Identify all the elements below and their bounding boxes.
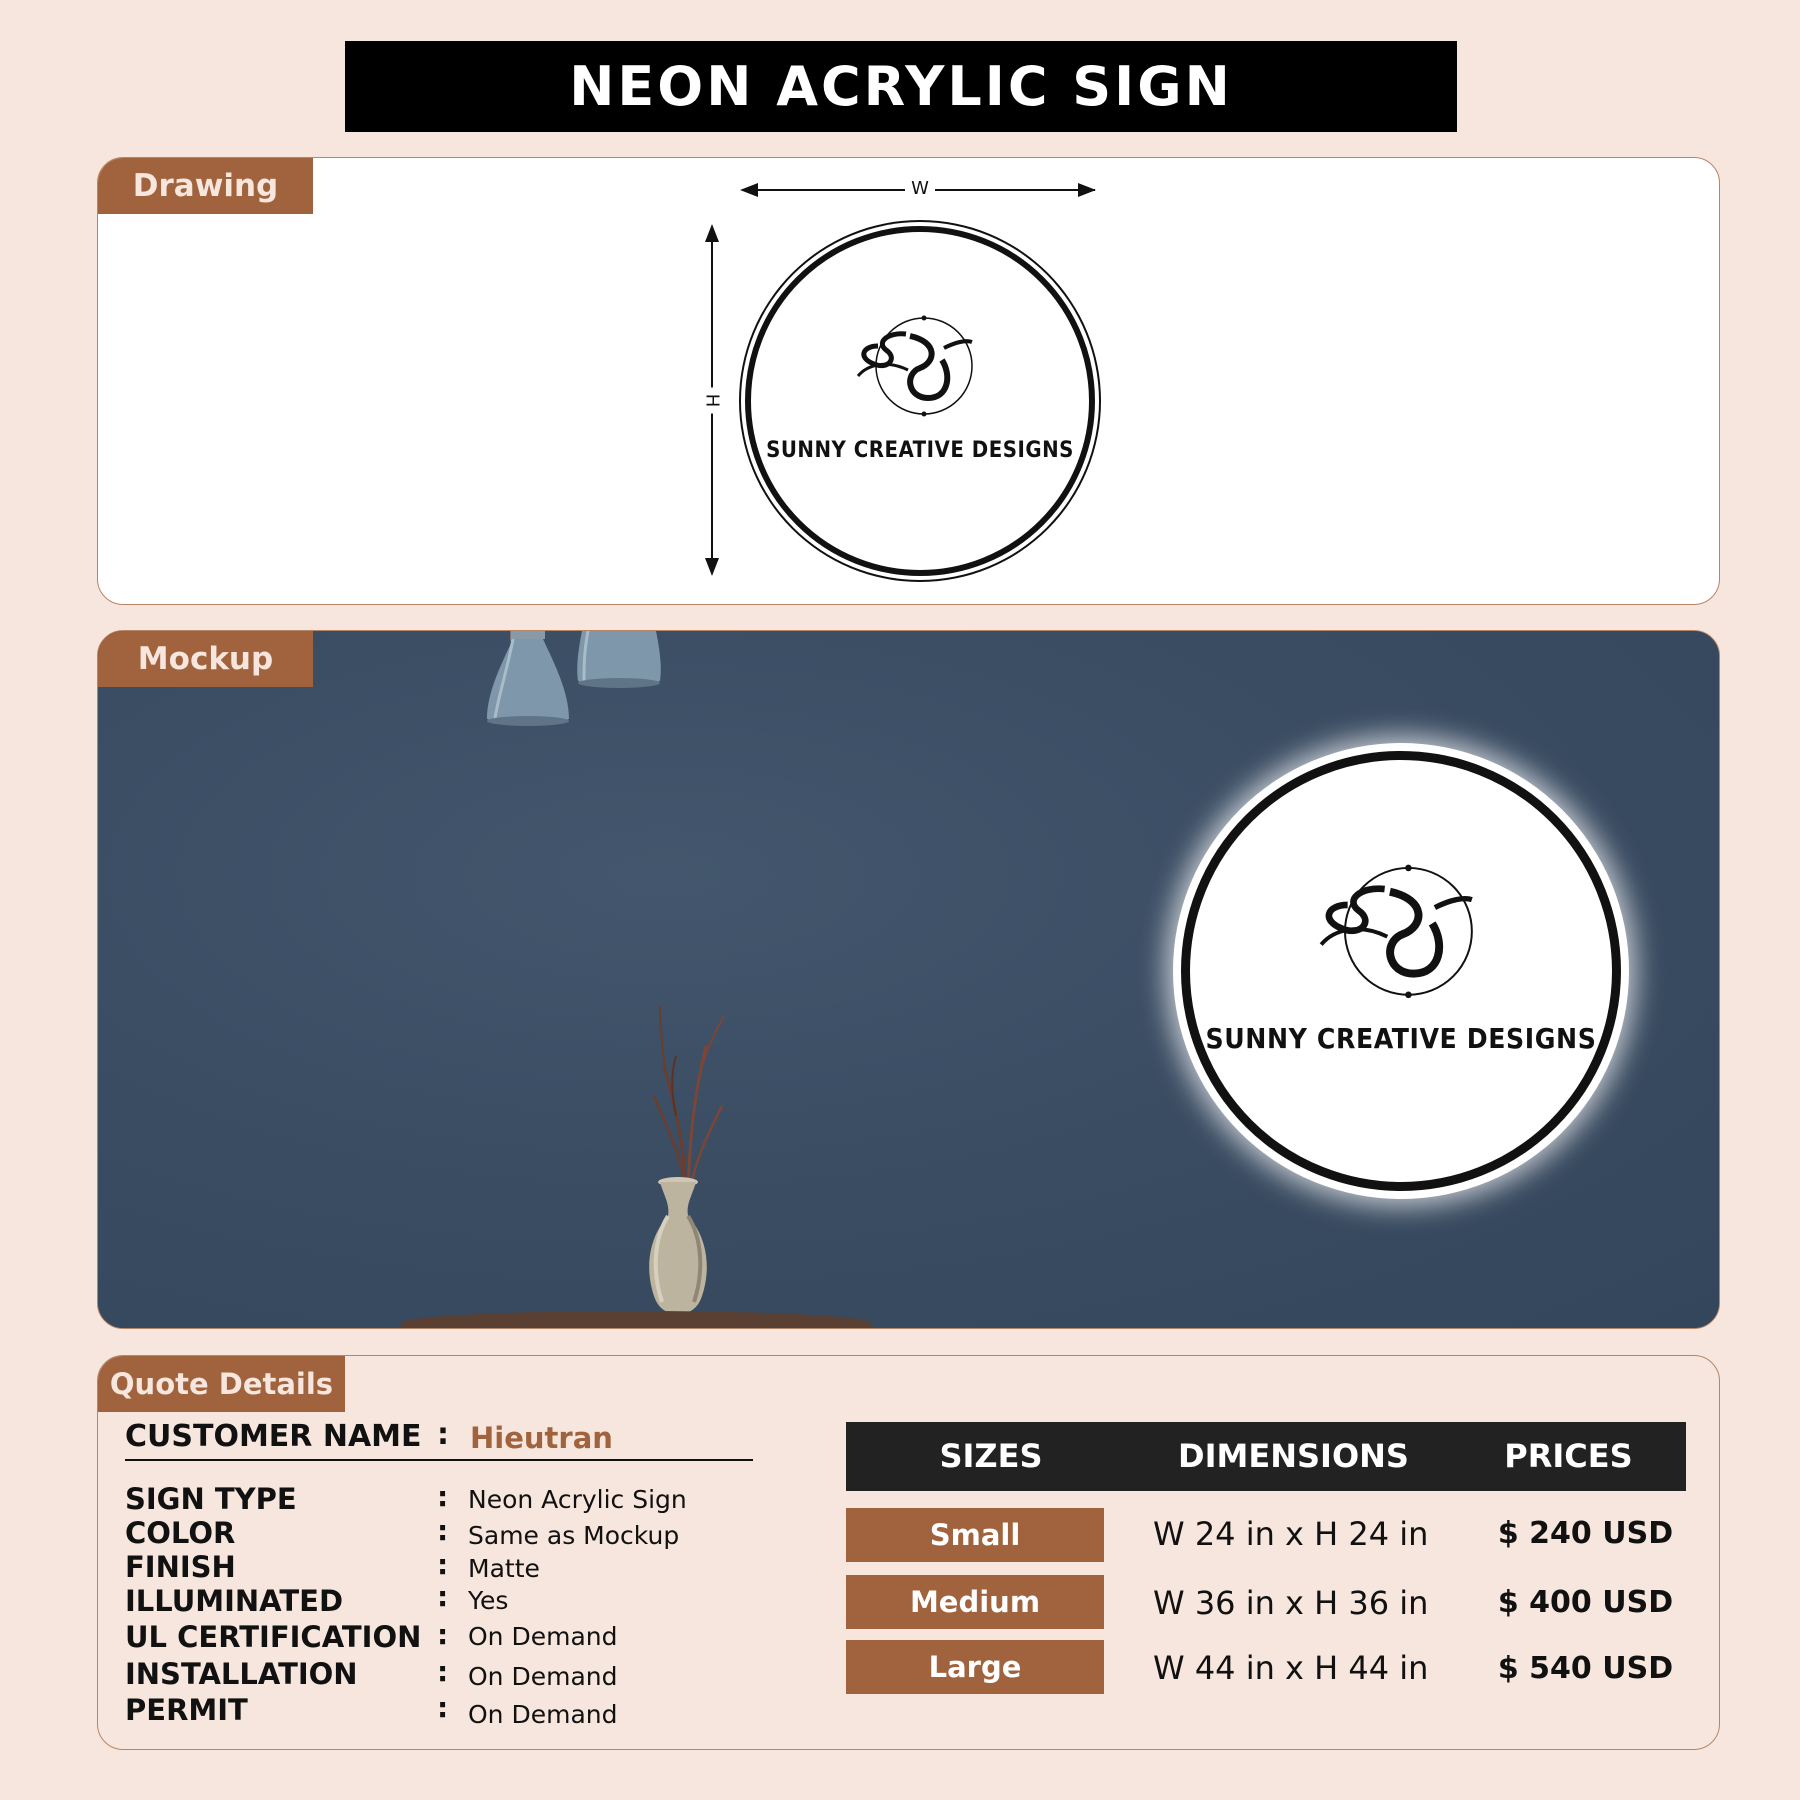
spec-value: Matte: [468, 1554, 540, 1583]
page-title: NEON ACRYLIC SIGN: [345, 41, 1457, 132]
sunny-logo-icon: [1308, 860, 1493, 1008]
spec-colon: :: [437, 1655, 449, 1688]
dimensions-small: W 24 in x H 24 in: [1153, 1515, 1429, 1553]
price-large: $ 540 USD: [1497, 1651, 1674, 1686]
dimensions-medium: W 36 in x H 36 in: [1153, 1584, 1429, 1622]
customer-name-label: CUSTOMER NAME: [125, 1419, 422, 1454]
sunny-logo-icon: [848, 312, 988, 424]
spec-value: On Demand: [468, 1662, 618, 1691]
spec-label: SIGN TYPE: [125, 1482, 297, 1516]
spec-colon: :: [437, 1548, 449, 1581]
customer-colon: :: [437, 1417, 449, 1452]
mockup-logo-text: SUNNY CREATIVE DESIGNS: [1205, 1022, 1597, 1055]
spec-label: ILLUMINATED: [125, 1584, 344, 1618]
price-small: $ 240 USD: [1497, 1516, 1674, 1551]
price-medium: $ 400 USD: [1497, 1585, 1674, 1620]
spec-label: UL CERTIFICATION: [125, 1620, 422, 1654]
customer-underline: [125, 1459, 753, 1461]
spec-colon: :: [437, 1480, 449, 1513]
size-large-badge: Large: [846, 1640, 1104, 1694]
spec-label: INSTALLATION: [125, 1657, 358, 1691]
spec-value: On Demand: [468, 1700, 618, 1729]
mockup-sign-circle: [1181, 751, 1621, 1191]
pendant-lamp-icon: [483, 631, 573, 727]
spec-colon: :: [437, 1514, 449, 1547]
height-label: H: [702, 388, 723, 414]
mockup-panel: [97, 630, 1720, 1329]
header-prices: PRICES: [1504, 1437, 1633, 1475]
header-sizes: SIZES: [939, 1437, 1043, 1475]
vase-icon: [640, 1176, 716, 1316]
spec-colon: :: [437, 1580, 449, 1613]
spec-label: FINISH: [125, 1550, 236, 1584]
price-table-header: [846, 1422, 1686, 1491]
dried-branches-icon: [636, 1006, 736, 1191]
pendant-lamp-icon: [574, 631, 664, 689]
size-medium-badge: Medium: [846, 1575, 1104, 1629]
spec-value: Neon Acrylic Sign: [468, 1485, 687, 1514]
side-table: [401, 1311, 871, 1329]
width-label: W: [905, 178, 935, 199]
spec-label: PERMIT: [125, 1693, 248, 1727]
spec-value: On Demand: [468, 1622, 618, 1651]
customer-name-value: Hieutran: [470, 1421, 613, 1455]
arrow-down-icon: [705, 558, 719, 576]
mockup-tab-label: Mockup: [98, 631, 313, 687]
quote-tab-label: Quote Details: [98, 1356, 345, 1412]
drawing-logo-text: SUNNY CREATIVE DESIGNS: [766, 438, 1074, 463]
spec-value: Same as Mockup: [468, 1521, 680, 1550]
drawing-sign-circle: [745, 226, 1095, 576]
spec-label: COLOR: [125, 1516, 236, 1550]
arrow-left-icon: [740, 183, 758, 197]
size-small-badge: Small: [846, 1508, 1104, 1562]
dimensions-large: W 44 in x H 44 in: [1153, 1649, 1429, 1687]
arrow-up-icon: [705, 224, 719, 242]
arrow-right-icon: [1078, 183, 1096, 197]
spec-value: Yes: [468, 1586, 509, 1615]
spec-colon: :: [437, 1618, 449, 1651]
header-dimensions: DIMENSIONS: [1178, 1437, 1409, 1475]
spec-colon: :: [437, 1691, 449, 1724]
drawing-tab-label: Drawing: [98, 158, 313, 214]
